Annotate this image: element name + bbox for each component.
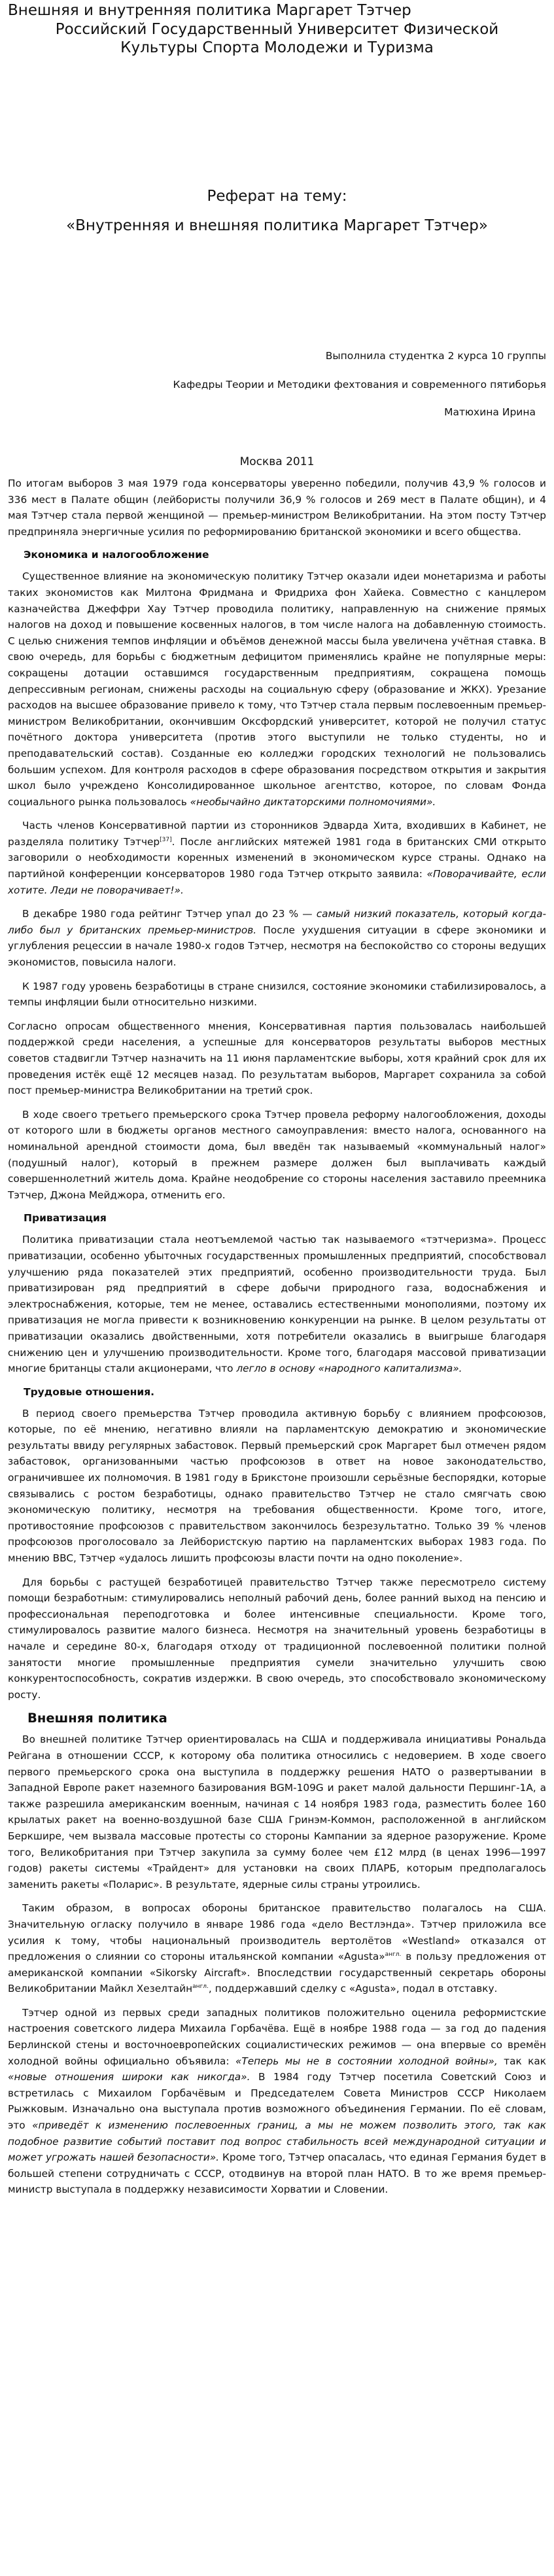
author-line-department: Кафедры Теории и Методики фехтования и современного пятиборья: [173, 379, 546, 391]
text: Часть членов Консервативной партии из сторонников Эдварда Хита, входивших в Кабинет, не разделяла политику Тэтчер: [8, 820, 546, 848]
paragraph: В период своего премьерства Тэтчер проводила активную борьбу с влиянием профсоюзов, которые, по её мнению, негативно влияли на парламентскую демократию и экономические результаты ввиду регулярных забастовок. Первый премьерский срок Маргарет был отмечен рядом забастовок, организованными частью профсоюзов в ответ на новое законодательство, ограничившее их полномочия. В 1981 году в Брикстоне произошли серьёзные беспорядки, которые связывались с ростом безработицы, однако правительство Тэтчер не стало смягчать свою экономическую политику, несмотря на требования общественности. Кроме того, итоге, противостояние профсоюзов с правительством закончилось безрезультатно. Только 39 % членов профсоюзов проголосовало за Лейбористскую партию на парламентских выборах 1983 года. По мнению BBC, Тэтчер «удалось лишить профсоюзы власти почти на одно поколение».: [8, 1407, 546, 1565]
author-name: Матюхина Ирина: [444, 406, 536, 418]
section-heading-labour: Трудовые отношения.: [24, 1385, 155, 1398]
language-note[interactable]: англ.: [192, 1983, 209, 1991]
text: . После английских мятежей 1981 года в британских СМИ открыто заговорили о необходимости коренных изменений в экономическом курсе страны. Однако на партийной конференции консерваторов 1980 года Тэтчер открыто заявила:: [8, 835, 546, 880]
section-heading-foreign-policy: Внешняя политика: [27, 1711, 167, 1726]
paragraph: Для борьбы с растущей безработицей правительство Тэтчер также пересмотрело систему помощи безработным: стимулировались неполный рабочий день, более ранний выход на пенсию и профессиональная переподготовка и более интенсивные специальности. Кроме того, стимулировалось развитие малого бизнеса. Несмотря на значительный уровень безработицы в начале и середине 80-х, благодаря отходу от традиционной послевоенной политики полной занятости многие промышленные предприятия сумели значительно улучшить свою конкурентоспособность, сократив издержки. В свою очередь, это способствовало экономическому росту.: [8, 1576, 546, 1701]
section-heading-economy: Экономика и налогообложение: [24, 549, 209, 561]
city-year: Москва 2011: [239, 455, 315, 468]
essay-topic: «Внутренняя и внешняя политика Маргарет Тэтчер»: [66, 217, 488, 234]
language-note[interactable]: англ.: [385, 1951, 402, 1958]
text: в пользу предложения от американской компании «Sikorsky Aircraft». Впоследствии государственный секретарь обороны Великобритании Майкл Хезелтайн: [8, 1951, 546, 1995]
text: Политика приватизации стала неотъемлемой частью так называемого «тэтчеризма». Процесс приватизации, особенно убыточных государственных промышленных предприятий, способствовал улучшению ряда показателей этих предприятий, особенно производительности труда. Был приватизирован ряд предприятий в сфере добычи природного газа, водоснабжения и электроснабжения, которые, тем не менее, оставались естественными монополиями, поэтому их приватизация не могла привести к возникновению конкуренции на рынке. В целом результаты от приватизации оказались двойственными, хотя потребители оказались в выигрыше благодаря снижению цен и улучшению производительности. Кроме того, благодаря массовой приватизации многие британцы стали акционерами, что: [8, 1234, 546, 1375]
document-title: Внешняя и внутренняя политика Маргарет Тэтчер: [8, 2, 411, 19]
quote: «Теперь мы не в состоянии холодной войны»,: [235, 2055, 498, 2067]
university-name-line-1: Российский Государственный Университет Физической: [55, 21, 499, 38]
paragraph: Во внешней политике Тэтчер ориентировалась на США и поддерживала инициативы Рональда Рейгана в отношении СССР, к которому оба политика относились с недоверием. В ходе своего первого премьерского срока она выступила в поддержку решения НАТО о развертывании в Западной Европе ракет наземного базирования BGM-109G и ракет малой дальности Першинг-1А, а также разрешила американским военным, начиная с 14 ноября 1983 года, разместить более 160 крылатых ракет на военно-воздушной базе США Гринэм-Коммон, расположенной в английском Беркшире, чем вызвала массовые протесты со стороны Кампании за ядерное разоружение. Кроме того, Великобритания при Тэтчер закупила за сумму более чем £12 млрд (в ценах 1996—1997 годов) ракеты системы «Трайдент» для установки на своих ПЛАРБ, которым предполагалось заменить ракеты «Поларис». В результате, ядерные силы страны утроились.: [8, 1733, 546, 1890]
paragraph: [8, 818, 546, 898]
quote: «приведёт к изменению послевоенных границ, а мы не можем позволить этого, так как подобное развитие событий поставит под вопрос стабильность всей международной ситуации и может угрожать нашей безопасности».: [8, 2119, 546, 2164]
essay-label: Реферат на тему:: [207, 188, 347, 205]
text: Таким образом, в вопросах обороны британское правительство полагалось на США. Значительную огласку получило в январе 1986 года «дело Вестлэнда». Тэтчер приложила все усилия к тому, чтобы национальный производитель вертолётов «Westland» отказался от предложения о слиянии со стороны итальянской компании «Agusta»: [8, 1902, 546, 1963]
text: В 1984 году Тэтчер посетила Советский Союз и встретилась с Михаилом Горбачёвым и Председателем Совета Министров СССР Николаем Рыжковым. Изначально она выступала против возможного объединения Германии. По её словам, это: [8, 2071, 547, 2132]
paragraph: Согласно опросам общественного мнения, Консервативная партия пользовалась наибольшей поддержкой среди населения, а успешные для консерваторов результаты выборов местных советов стадвигли Тэтчер назначить на 11 июня парламентские выборы, хотя крайний срок для их проведения истёк ещё 12 месяцев назад. По результатам выборов, Маргарет сохранила за собой пост премьер-министра Великобритании на третий срок.: [8, 1020, 546, 1097]
paragraph: В ходе своего третьего премьерского срока Тэтчер провела реформу налогообложения, доходы от которого шли в бюджеты органов местного самоуправления: вместо налога, основанного на номинальной арендной стоимости дома, был введён так называемый «коммунальный налог» (подушный налог), который в прежнем размере должен был выплачивать каждый совершеннолетний житель дома. Крайне неодобрение со стороны населения заставило преемника Тэтчер, Джона Мейджора, отменить его.: [8, 1108, 546, 1201]
quote: «Поворачивайте, если хотите. Леди не поворачивает!».: [8, 868, 546, 896]
spacer: [8, 419, 546, 455]
paragraph: [8, 1900, 546, 1997]
author-line-student: Выполнила студентка 2 курса 10 группы: [325, 350, 546, 362]
intro-paragraph: По итогам выборов 3 мая 1979 года консерваторы уверенно победили, получив 43,9 % голосов и 336 мест в Палате общин (лейбористы получили 36,9 % голосов и 269 мест в Палате общин), и 4 мая Тэтчер стала первой женщиной — премьер-министром Великобритании. На этом посту Тэтчер предприняла энергичные усилия по реформированию британской экономики и всего общества.: [8, 478, 546, 538]
footnote-link[interactable]: [37]: [160, 836, 172, 843]
quote: самый низкий показатель, который когда-либо был у британских премьер-министров.: [8, 908, 546, 936]
text: , поддержавший сделку с «Agusta», подал в отставку.: [208, 1983, 498, 1995]
university-name-line-2: Культуры Спорта Молодежи и Туризма: [120, 39, 434, 56]
text: Тэтчер одной из первых среди западных политиков положительно оценила реформистские настроения советского лидера Михаила Горбачёва. Ещё в ноябре 1988 года — за год до падения Берлинской стены и восточноевропейских социалистических режимов — она впервые со времён холодной войны официально объявила:: [8, 2006, 546, 2067]
text: После ухудшения ситуации в сфере экономики и углубления рецессии в начале 1980-х годов Тэтчер, несмотря на беспокойство со стороны ведущих экономистов, повысила налоги.: [8, 924, 547, 969]
quote: легло в основу «народного капитализма».: [236, 1363, 462, 1375]
text: В декабре 1980 года рейтинг Тэтчер упал до 23 % —: [22, 908, 317, 920]
quote: «необычайно диктаторскими полномочиями».: [190, 795, 436, 808]
paragraph: [8, 2005, 546, 2198]
section-heading-privatization: Приватизация: [24, 1212, 107, 1225]
spacer: [8, 236, 546, 349]
spacer: [8, 57, 546, 186]
paragraph: [8, 906, 546, 970]
paragraph: [8, 1232, 546, 1376]
paragraph: [8, 568, 546, 810]
text: Существенное влияние на экономическую политику Тэтчер оказали идеи монетаризма и работы таких экономистов как Милтона Фридмана и Фридриха фон Хайека. Совместно с канцлером казначейства Джеффри Хау Тэтчер проводила политику, направленную на снижение прямых налогов на доход и повышение косвенных налогов, в том числе налога на добавленную стоимость. С целью снижения темпов инфляции и объёмов денежной массы была увеличена учётная ставка. В свою очередь, для борьбы с бюджетным дефицитом применялись крайне не популярные меры: сокращены дотации оставшимся государственным предприятиям, сокращена помощь депрессивным регионам, снижены расходы на социальную сферу (образование и ЖКХ). Урезание расходов на высшее образование привело к тому, что Тэтчер стала первым послевоенным премьер-министром Великобритании, окончившим Оксфордский университет, которой не получил статус почётного доктора университета (против этого выступили не только студенты, но и преподавательский состав). Созданные ею колледжи городских технологий не пользовались большим успехом. Для контроля расходов в сфере образования посредством открытия и закрытия школ было учреждено Консолидированное школьное агентство, которое, по словам Фонда социального рынка пользовалось: [8, 570, 546, 808]
paragraph: К 1987 году уровень безработицы в стране снизился, состояние экономики стабилизировалось, а темпы инфляции были относительно низкими.: [8, 980, 546, 1009]
quote: «новые отношения широки как никогда».: [8, 2071, 251, 2083]
text: Кроме того, Тэтчер опасалась, что единая Германия будет в большей степени сотрудничать с СССР, отодвинув на второй план НАТО. В то же время премьер-министр выступала в поддержку независимости Хорватии и Словении.: [8, 2151, 546, 2196]
text: так как: [497, 2055, 546, 2067]
